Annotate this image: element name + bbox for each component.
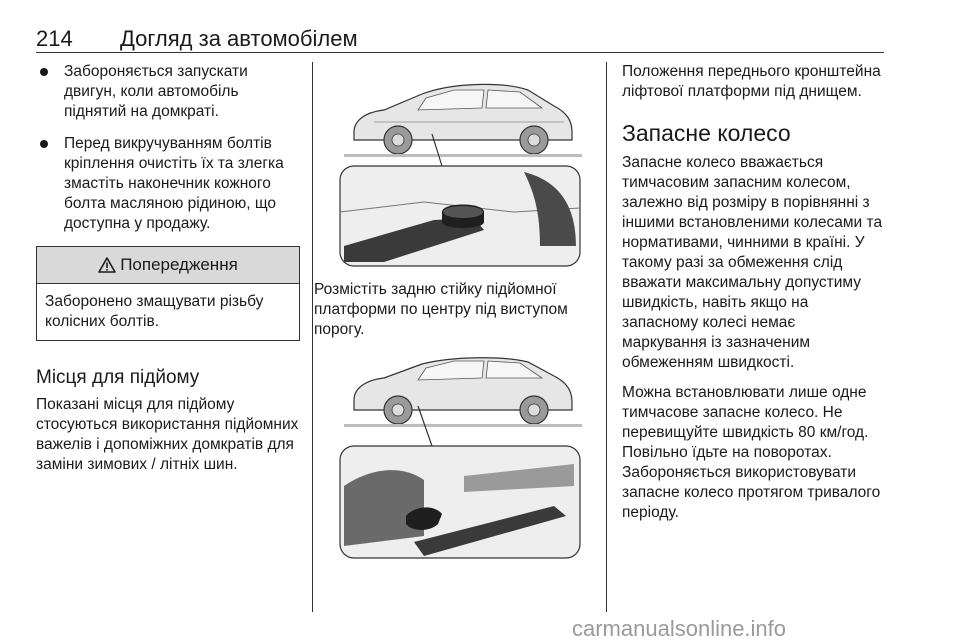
warning-triangle-icon <box>98 257 116 273</box>
intro-caption: Положення переднього кронштейна ліфтової платформи під днищем. <box>622 63 881 100</box>
list-item <box>36 62 300 122</box>
car-side-icon <box>344 84 582 157</box>
section-text-lift-points: Показані місця для підйому стосуються використання підйомних важелів і допоміжних домкратів для заміни зимових / літніх шин. <box>36 396 299 473</box>
car-side-icon <box>344 358 582 427</box>
bullet-text: Забороняється запускати двигун, коли автомобіль піднятий на домкраті. <box>64 63 248 120</box>
column-left <box>36 62 300 475</box>
bullet-text: Перед викручуванням болтів кріплення очистіть їх та злегка змастіть наконечник кожного болта масляною рідиною, що доступна у продажу. <box>64 135 284 232</box>
warning-title: Попередження <box>120 255 238 274</box>
spare-wheel-paragraph-2: Можна встановлювати лише одне тимчасове запасне колесо. Не перевищуйте швидкість 80 км/год. Повільно їдьте на поворотах. Забороняється використовувати запасне колесо протягом тривалого періоду. <box>622 384 881 521</box>
warning-text: Заборонено змащувати різьбу колісних болтів. <box>45 293 264 330</box>
bullet-icon <box>40 68 48 76</box>
bullet-list <box>36 62 300 234</box>
page-number: 214 <box>36 26 73 51</box>
page-title: Догляд за автомобілем <box>120 26 358 51</box>
rear-lift-point-illustration <box>314 62 594 270</box>
section-title-spare-wheel: Запасне колесо <box>622 120 791 146</box>
header-divider <box>36 52 884 53</box>
spare-wheel-paragraph-1: Запасне колесо вважається тимчасовим запасним колесом, залежно від розміру в порівнянні з іншими встановленими колесами та нормативами, чинними в країні. У такому разі за обмеження слід вважати максимальну допустиму швидкість, навіть якщо на запасному колесі немає маркування із зазначеним обмеженням швидкості. <box>622 154 883 371</box>
warning-header <box>37 247 299 284</box>
section-title-lift-points: Місця для підйому <box>36 367 200 388</box>
bullet-icon <box>40 140 48 148</box>
warning-box <box>36 246 300 341</box>
watermark: carmanualsonline.info <box>572 616 787 641</box>
figure-caption: Розмістіть задню стійку підйомної платформи по центру під виступом порогу. <box>314 281 568 338</box>
column-middle <box>314 62 594 566</box>
front-lift-point-illustration <box>314 356 594 566</box>
list-item <box>36 134 300 234</box>
page-header <box>36 22 884 52</box>
column-divider-2 <box>606 62 607 612</box>
column-divider-1 <box>312 62 313 612</box>
column-right <box>622 62 884 533</box>
